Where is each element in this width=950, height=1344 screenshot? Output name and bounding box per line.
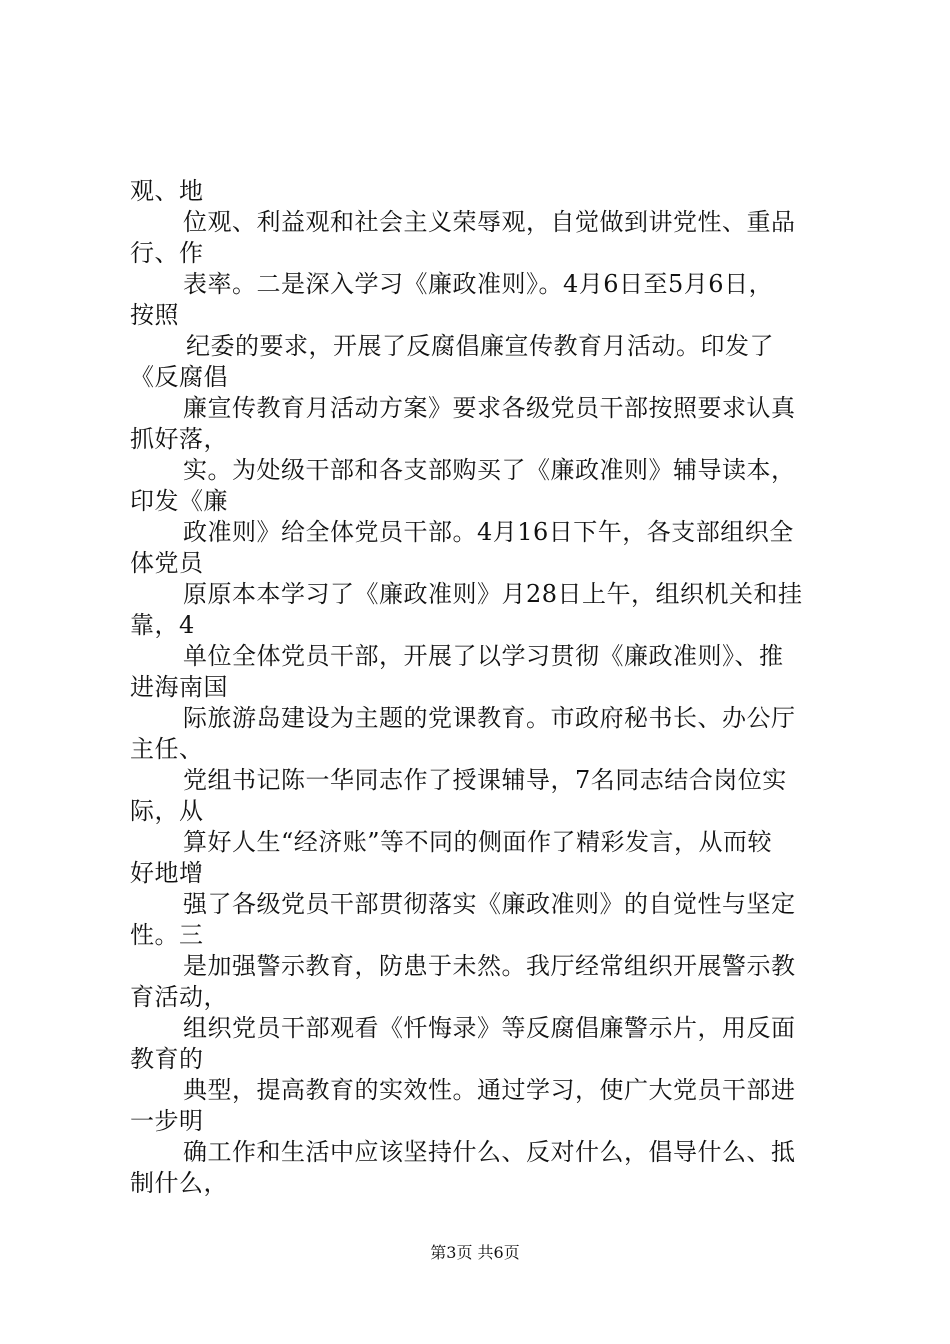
text-line: 靠，4 <box>130 611 195 639</box>
text-line: 观、地 <box>130 177 204 205</box>
text-line: 位观、利益观和社会主义荣辱观，自觉做到讲党性、重品 <box>183 208 796 236</box>
text-line: 行、作 <box>130 239 204 267</box>
text-line: 单位全体党员干部，开展了以学习贯彻《廉政准则》、推 <box>183 642 784 670</box>
text-line: 进海南国 <box>130 673 228 701</box>
text-line: 党组书记陈一华同志作了授课辅导，7名同志结合岗位实 <box>183 766 787 794</box>
text-line: 性。三 <box>130 921 204 949</box>
text-line: 算好人生“经济账”等不同的侧面作了精彩发言，从而较 <box>183 828 773 856</box>
text-line: 一步明 <box>130 1107 204 1135</box>
text-line: 育活动， <box>130 983 228 1011</box>
text-line: 际旅游岛建设为主题的党课教育。市政府秘书长、办公厅 <box>183 704 796 732</box>
text-line: 抓好落， <box>130 425 228 453</box>
text-line: 制什么， <box>130 1169 228 1197</box>
text-line: 强了各级党员干部贯彻落实《廉政准则》的自觉性与坚定 <box>183 890 796 918</box>
text-line: 组织党员干部观看《忏悔录》等反腐倡廉警示片，用反面 <box>183 1014 796 1042</box>
text-line: 纪委的要求，开展了反腐倡廉宣传教育月活动。印发了 <box>186 332 774 360</box>
text-line: 实。为处级干部和各支部购买了《廉政准则》辅导读本， <box>183 456 796 484</box>
text-line: 《反腐倡 <box>130 363 228 391</box>
text-line: 好地增 <box>130 859 204 887</box>
text-line: 教育的 <box>130 1045 204 1073</box>
text-line: 按照 <box>130 301 179 329</box>
text-line: 际，从 <box>130 797 204 825</box>
text-line: 体党员 <box>130 549 204 577</box>
text-line: 是加强警示教育，防患于未然。我厅经常组织开展警示教 <box>183 952 796 980</box>
text-line: 政准则》给全体党员干部。4月16日下午，各支部组织全 <box>183 518 794 546</box>
page-number-footer: 第3页 共6页 <box>430 1243 520 1262</box>
text-line: 典型，提高教育的实效性。通过学习，使广大党员干部进 <box>183 1076 796 1104</box>
text-line: 表率。二是深入学习《廉政准则》。4月6日至5月6日， <box>183 270 774 298</box>
text-line: 主任、 <box>130 735 204 763</box>
text-line: 确工作和生活中应该坚持什么、反对什么，倡导什么、抵 <box>183 1138 796 1166</box>
text-line: 原原本本学习了《廉政准则》月28日上午，组织机关和挂 <box>183 580 803 608</box>
text-line: 印发《廉 <box>130 487 228 515</box>
text-line: 廉宣传教育月活动方案》要求各级党员干部按照要求认真 <box>183 394 796 422</box>
